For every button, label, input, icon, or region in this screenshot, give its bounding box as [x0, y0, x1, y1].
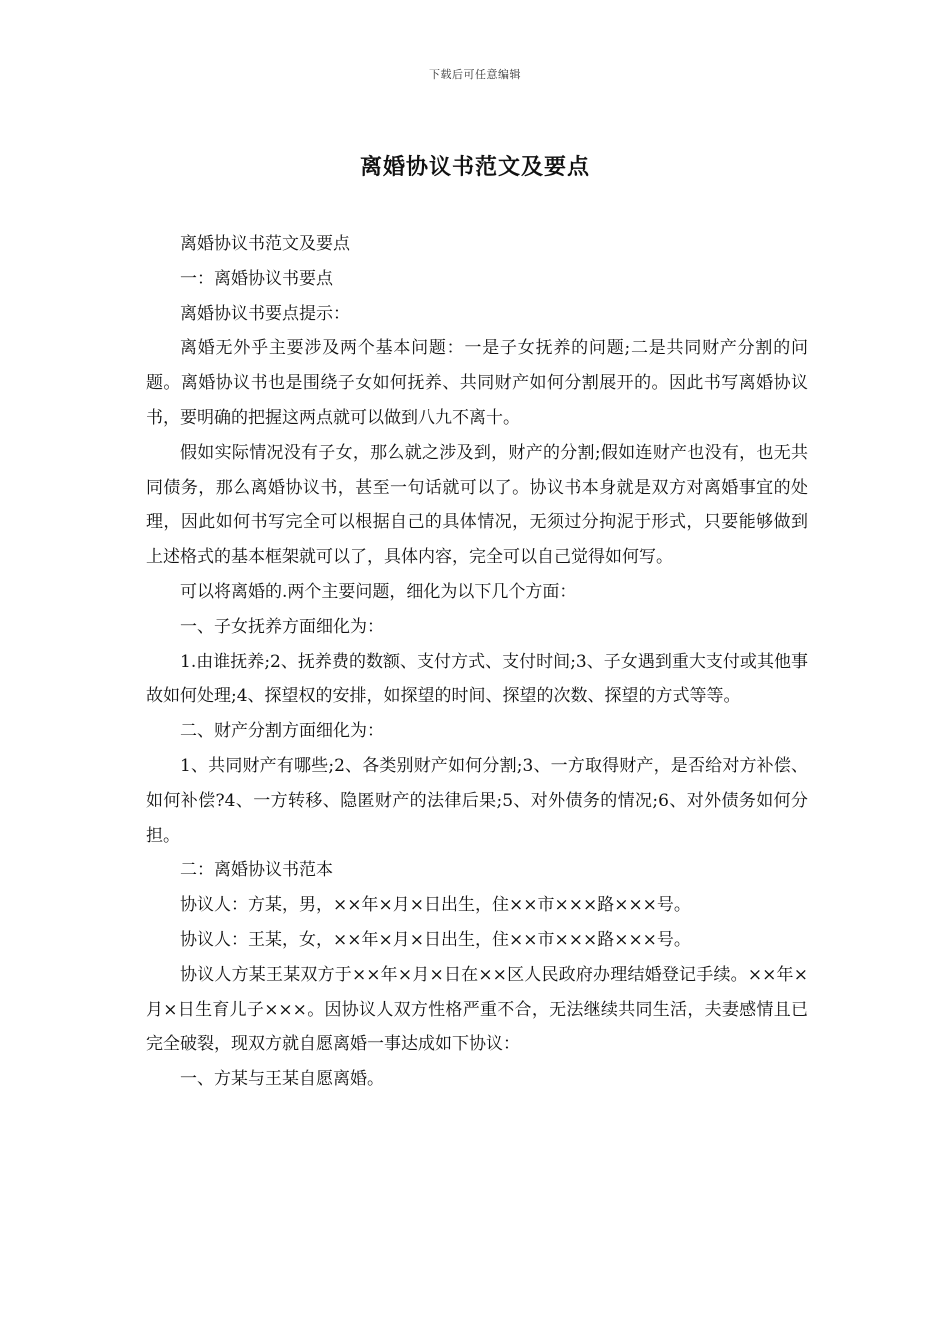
section-heading-key-points: 一：离婚协议书要点 — [180, 268, 333, 289]
paragraph-property-items: 1、共同财产有哪些;2、各类别财产如何分割;3、一方取得财产，是否给对方补偿、如何补偿?4、一方转移、隐匿财产的法律后果;5、对外债务的情况;6、对外债务如何分担。 — [146, 755, 808, 846]
section-heading-template: 二：离婚协议书范本 — [180, 860, 333, 881]
subheading-property-division: 二、财产分割方面细化为： — [180, 721, 384, 742]
paragraph-no-children: 假如实际情况没有子女，那么就之涉及到，财产的分割;假如连财产也没有，也无共同债务，那么离婚协议书，甚至一句话就可以了。协议书本身就是双方对离婚事宜的处理，因此如何书写完全可以根据自己的具体情况，无须过分拘泥于形式，只要能够做到上述格式的基本框架就可以了，具体内容，完全可以自己觉得如何写。 — [146, 442, 808, 568]
paragraph-subtitle: 离婚协议书范文及要点 — [180, 234, 350, 254]
page-header-note: 下载后可任意编辑 — [429, 68, 521, 81]
paragraph-child-support-items: 1.由谁抚养;2、抚养费的数额、支付方式、支付时间;3、子女遇到重大支付或其他事故如何处理;4、探望权的安排，如探望的时间、探望的次数、探望的方式等等。 — [146, 651, 808, 707]
subheading-child-support: 一、子女抚养方面细化为： — [180, 616, 384, 637]
paragraph-refine-intro: 可以将离婚的.两个主要问题，细化为以下几个方面： — [180, 581, 577, 602]
paragraph-marriage-background: 协议人方某王某双方于××年×月×日在××区人民政府办理结婚登记手续。××年×月×日生育儿子×××。因协议人双方性格严重不合，无法继续共同生活，夫妻感情且已完全破裂，现双方就自愿离婚一事达成如下协议： — [146, 964, 808, 1055]
paragraph-clause-one: 一、方某与王某自愿离婚。 — [180, 1069, 384, 1090]
paragraph-basic-issues: 离婚无外乎主要涉及两个基本问题：一是子女抚养的问题;二是共同财产分割的问题。离婚协议书也是围绕子女如何抚养、共同财产如何分割展开的。因此书写离婚协议书，要明确的把握这两点就可以做到八九不离十。 — [146, 338, 808, 428]
document-title: 离婚协议书范文及要点 — [359, 154, 590, 180]
document-body — [146, 227, 808, 1097]
paragraph-tips-heading: 离婚协议书要点提示： — [180, 303, 350, 324]
paragraph-party-husband: 协议人：方某，男，××年×月×日出生，住××市×××路×××号。 — [180, 895, 691, 916]
paragraph-party-wife: 协议人：王某，女，××年×月×日出生，住××市×××路×××号。 — [180, 929, 691, 950]
